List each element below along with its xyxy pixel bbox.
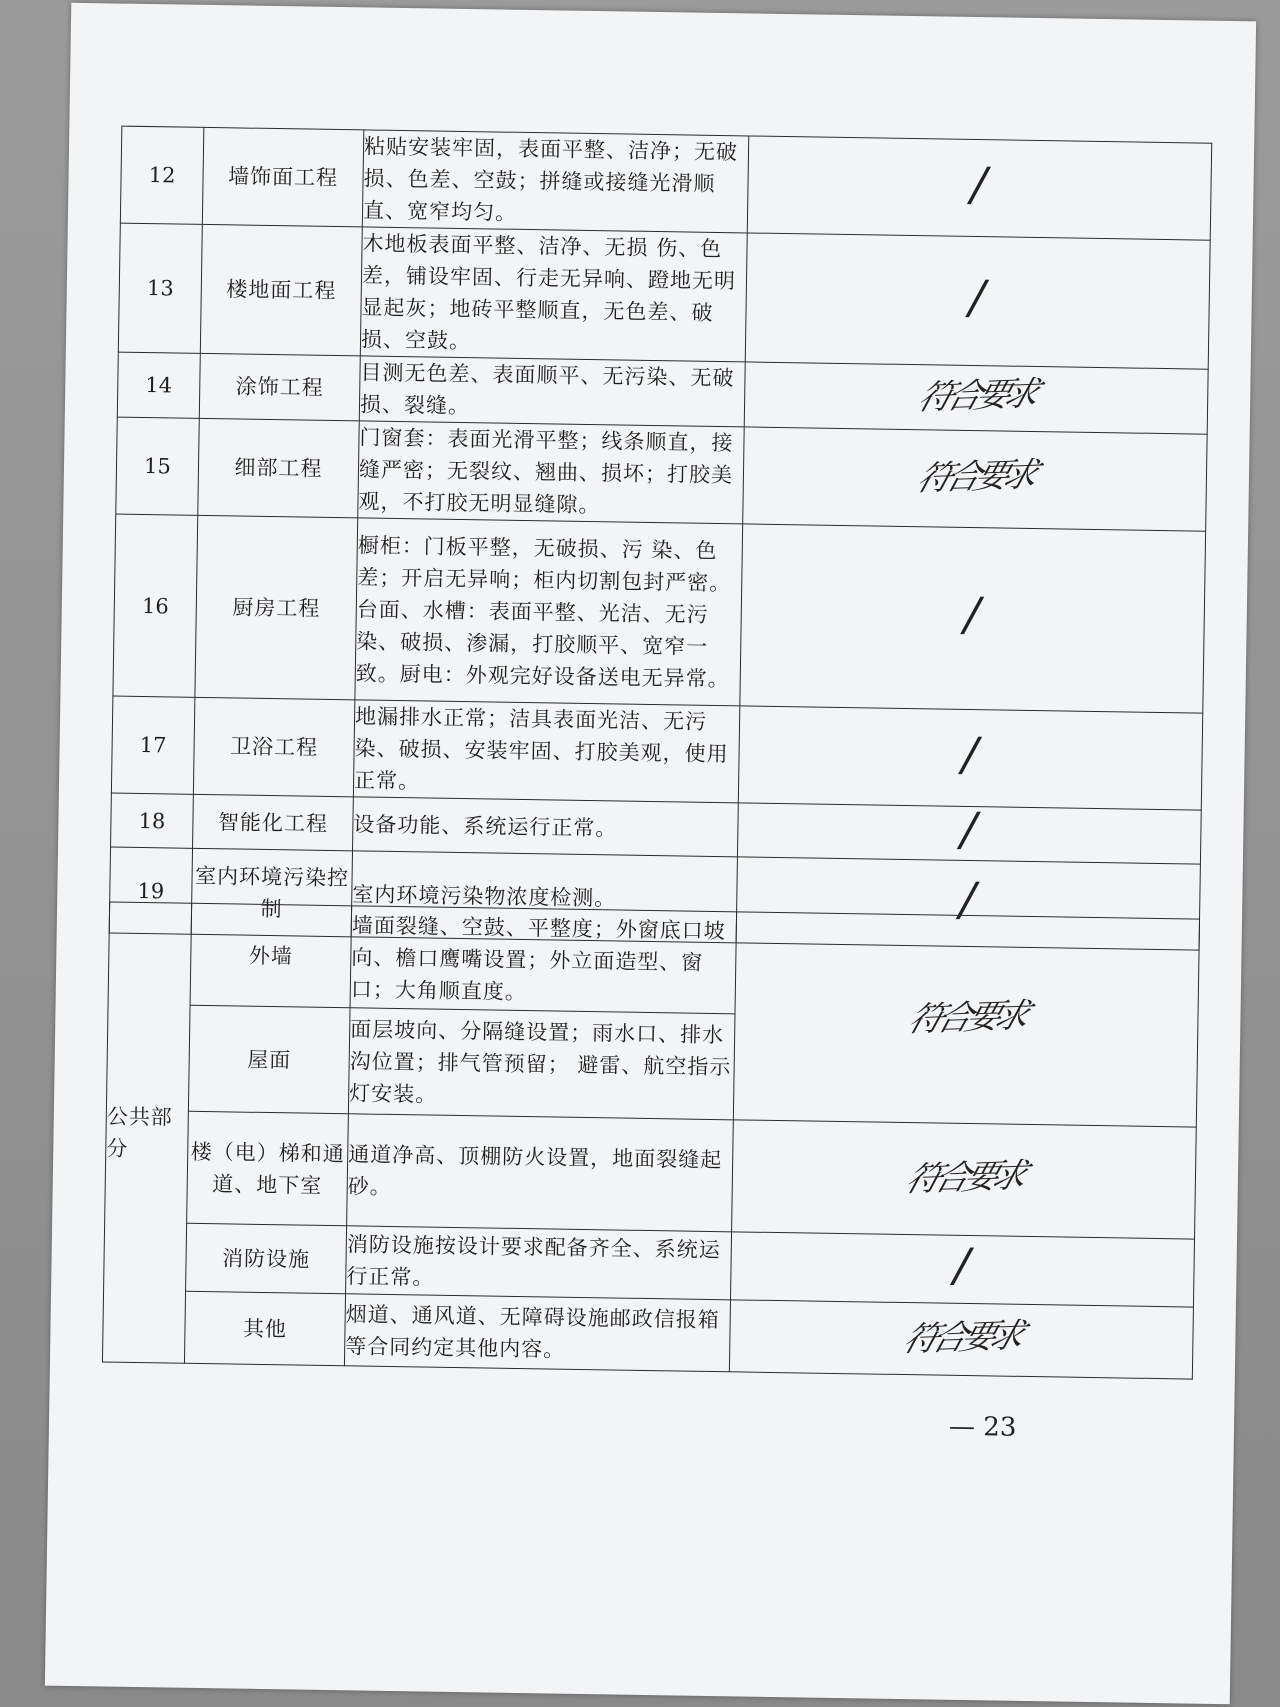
row-number: 13 — [118, 223, 202, 353]
table-row — [111, 696, 1202, 810]
item-name: 厨房工程 — [195, 515, 358, 699]
row-number: 15 — [116, 417, 200, 515]
table-row — [113, 514, 1206, 713]
acceptance-standard: 地漏排水正常；洁具表面光洁、无污染、破损、安装牢固、打胶美观，使用正常。 — [353, 700, 739, 803]
acceptance-standard: 室内环境污染物浓度检测。 — [351, 851, 737, 943]
result-cell — [738, 706, 1202, 810]
result-signature: 符合要求 — [903, 995, 1030, 1040]
result-cell — [744, 362, 1208, 434]
result-mark: / — [958, 587, 987, 642]
acceptance-standard: 门窗套：表面光滑平整；线条顺直，接缝严密；无裂纹、翘曲、损坏；打胶美观，不打胶无明显缝隙。 — [358, 421, 744, 524]
row-number: 14 — [117, 352, 200, 418]
result-cell — [733, 912, 1199, 1127]
acceptance-standard: 烟道、通风道、无障碍设施邮政信报箱等合同约定其他内容。 — [344, 1294, 730, 1372]
item-name: 消防设施 — [186, 1223, 347, 1294]
acceptance-standard: 橱柜：门板平整，无破损、污 染、色差；开启无异响；柜内切割包封严密。台面、水槽：表面平整、光洁、无污染、破损、渗漏，打胶顺平、宽窄一致。厨电：外观完好设备送电无异常。 — [355, 518, 743, 706]
item-name: 墙饰面工程 — [202, 127, 364, 227]
result-cell — [747, 136, 1211, 240]
result-mark: / — [965, 156, 994, 211]
result-mark: / — [948, 1237, 977, 1292]
result-mark: / — [963, 269, 992, 324]
result-signature: 符合要求 — [898, 1315, 1025, 1360]
row-number: 18 — [111, 793, 194, 848]
table-row — [116, 417, 1207, 531]
inspection-table — [109, 126, 1213, 951]
public-group-label: 公共部分 — [102, 902, 191, 1363]
result-cell — [730, 1232, 1194, 1307]
result-cell — [732, 1120, 1197, 1239]
acceptance-standard: 墙面裂缝、空鼓、平整度；外窗底口坡向、檐口鹰嘴设置；外立面造型、窗口；大角顺直度。 — [350, 906, 737, 1014]
row-number: 12 — [120, 126, 204, 224]
result-cell — [740, 524, 1206, 713]
result-cell — [729, 1300, 1193, 1379]
acceptance-standard: 粘贴安装牢固，表面平整、洁净；无破损、色差、空鼓；拼缝或接缝光滑顺直、宽窄均匀。 — [362, 130, 748, 233]
item-name: 楼地面工程 — [200, 224, 362, 355]
result-signature: 符合要求 — [901, 1155, 1027, 1200]
item-name: 室内环境污染控制 — [191, 848, 352, 937]
acceptance-standard: 通道净高、顶棚防火设置，地面裂缝起砂。 — [347, 1114, 734, 1232]
item-name: 其他 — [184, 1291, 345, 1366]
result-signature: 符合要求 — [912, 455, 1038, 499]
result-mark: / — [954, 871, 983, 927]
item-name: 卫浴工程 — [193, 697, 355, 797]
item-name: 涂饰工程 — [199, 353, 360, 421]
table-row — [120, 126, 1211, 240]
acceptance-standard: 消防设施按设计要求配备齐全、系统运行正常。 — [346, 1226, 732, 1300]
public-section-table — [102, 902, 1200, 1380]
row-number: 16 — [113, 514, 198, 697]
item-name: 屋面 — [188, 1005, 350, 1114]
result-mark: / — [955, 801, 984, 857]
acceptance-standard: 设备功能、系统运行正常。 — [353, 797, 739, 857]
result-cell — [745, 233, 1210, 369]
item-name: 智能化工程 — [193, 794, 354, 851]
acceptance-standard: 面层坡向、分隔缝设置；雨水口、排水沟位置；排气管预留； 避雷、航空指示灯安装。 — [348, 1008, 735, 1120]
row-number: 17 — [111, 696, 195, 794]
item-name: 楼（电）梯和通道、地下室 — [187, 1111, 349, 1225]
page-number: — 23 — [948, 1411, 1017, 1443]
acceptance-standard: 木地板表面平整、洁净、无损 伤、色差，铺设牢固、行走无异响、蹬地无明显起灰；地砖平整顺直，无色差、破损、空鼓。 — [360, 227, 747, 362]
item-name: 外墙 — [190, 903, 352, 1008]
row-number: 19 — [109, 847, 192, 934]
table-row — [108, 902, 1199, 1021]
result-cell — [737, 803, 1201, 864]
result-mark: / — [956, 726, 985, 781]
document-page — [45, 3, 1256, 1704]
result-cell — [743, 427, 1207, 531]
table-row — [105, 1110, 1197, 1239]
result-signature: 符合要求 — [913, 374, 1039, 418]
table-row — [118, 223, 1210, 369]
acceptance-standard: 目测无色差、表面顺平、无污染、无破损、裂缝。 — [359, 356, 745, 427]
item-name: 细部工程 — [198, 418, 360, 518]
